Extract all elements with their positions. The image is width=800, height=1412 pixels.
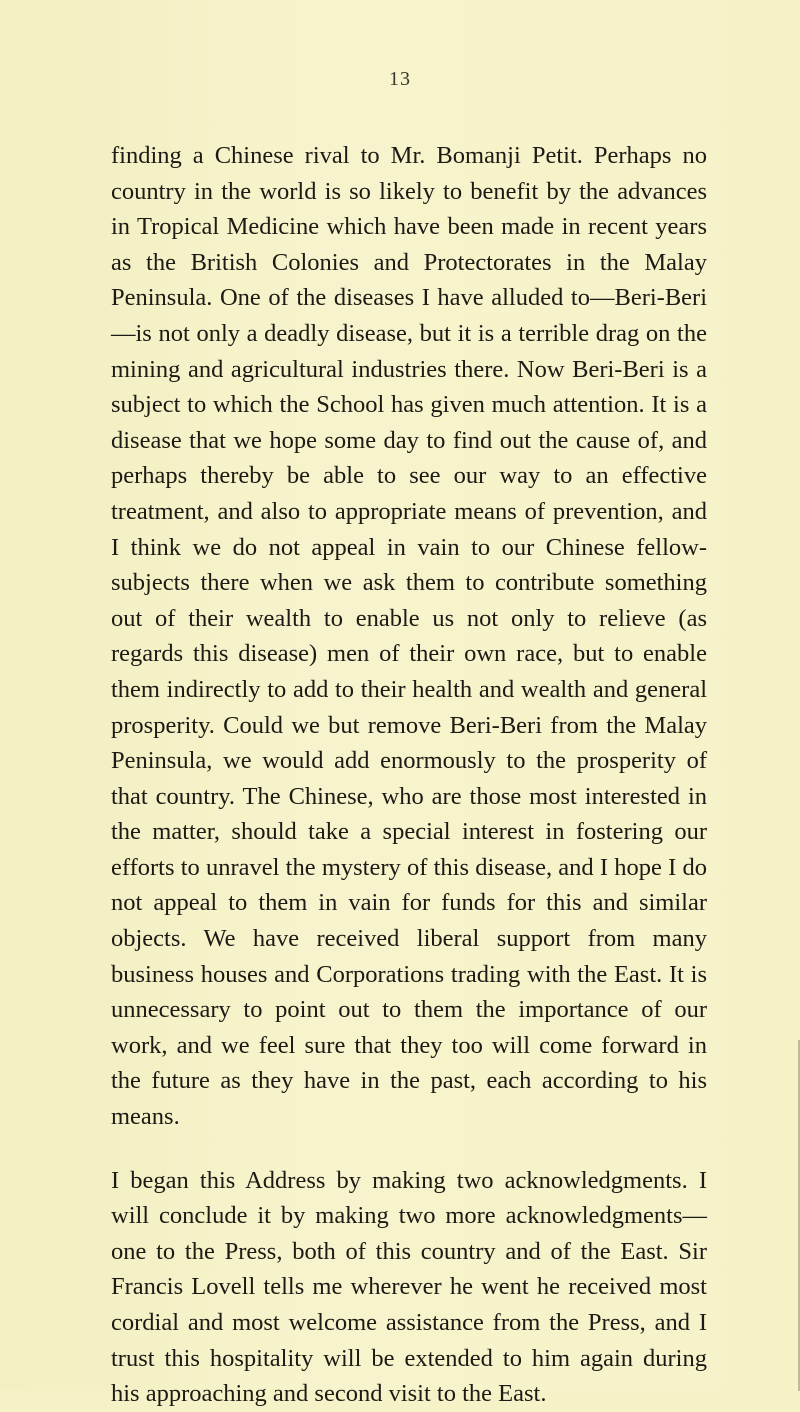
page-number: 13 bbox=[389, 68, 411, 90]
paragraph-2: I began this Address by making two acknowledgments. I will conclude it by making two more acknowledgments—one to the Press, both of this country and of the East. Sir Francis Lovell tells me wherever he went he received most cordial and most welcome assistance from the Press, and I trust this hospitality will be extended to him again during his approaching and second visit to the East. bbox=[111, 1166, 707, 1408]
body-text bbox=[111, 138, 707, 1412]
paragraph-1: finding a Chinese rival to Mr. Bomanji Petit. Perhaps no country in the world is so likely to benefit by the advances in Tropical Medicine which have been made in recent years as the British Colonies and Protectorates in the Malay Peninsula. One of the diseases I have alluded to—Beri-Beri—is not only a deadly disease, but it is a terrible drag on the mining and agricultural industries there. Now Beri-Beri is a subject to which the School has given much attention. It is a disease that we hope some day to find out the cause of, and perhaps thereby be able to see our way to an effective treatment, and also to appropriate means of prevention, and I think we do not appeal in vain to our Chinese fellow-subjects there when we ask them to contribute something out of their wealth to enable us not only to relieve (as regards this disease) men of their own race, but to enable them indirectly to add to their health and wealth and general prosperity. Could we but remove Beri-Beri from the Malay Peninsula, we would add enormously to the prosperity of that country. The Chinese, who are those most interested in the matter, should take a special interest in fostering our efforts to unravel the mystery of this disease, and I hope I do not appeal to them in vain for funds for this and similar objects. We have received liberal support from many business houses and Corporations trading with the East. It is unnecessary to point out to them the importance of our work, and we feel sure that they too will come forward in the future as they have in the past, each according to his means. bbox=[111, 142, 707, 1131]
